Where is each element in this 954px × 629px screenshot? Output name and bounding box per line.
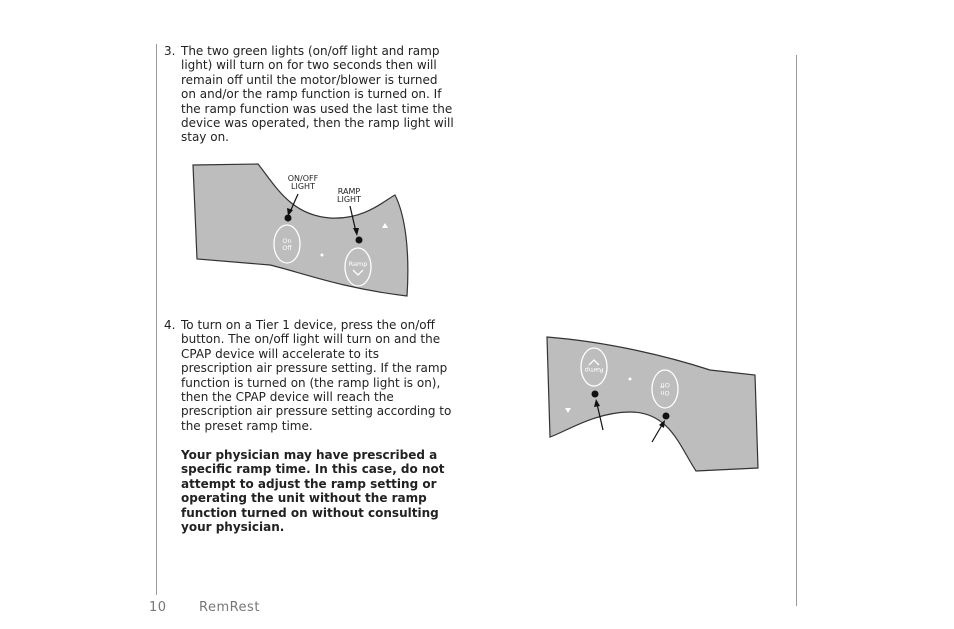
off-button-label: Off bbox=[660, 381, 670, 389]
left-margin-rule bbox=[156, 44, 157, 595]
step-3-number: 3. bbox=[164, 44, 176, 58]
on-button-label: On bbox=[282, 237, 292, 245]
off-button-label: Off bbox=[282, 244, 292, 252]
ramp-light-dot bbox=[592, 391, 599, 398]
ramp-button-label: Ramp bbox=[348, 260, 368, 268]
control-panel-figure-1 bbox=[190, 160, 415, 300]
physician-warning: Your physician may have prescribed a specific ramp time. In this case, do not attempt to adjust the ramp setting or operating the unit without the ramp function turned on without consulting your physician. bbox=[181, 448, 445, 535]
onoff-pointer-arrow bbox=[652, 425, 662, 442]
right-margin-rule bbox=[796, 55, 797, 606]
center-dot bbox=[629, 378, 632, 381]
step-3 bbox=[164, 44, 454, 145]
step-3-text: The two green lights (on/off light and ramp light) will turn on for two seconds then will remain off until the motor/blower is turned on and/or the ramp function is turned on. If the ramp function was used the last time the device was operated, then the ramp light will stay on. bbox=[181, 44, 454, 145]
page-number: 10 bbox=[149, 600, 167, 615]
panel-shape bbox=[547, 337, 758, 471]
on-button-label: On bbox=[660, 389, 670, 397]
onoff-light-dot bbox=[285, 215, 292, 222]
ramp-light-label-1: RAMP bbox=[337, 187, 361, 196]
ramp-light-dot bbox=[356, 237, 363, 244]
control-panel-figure-2 bbox=[540, 332, 765, 477]
onoff-light-dot bbox=[663, 413, 670, 420]
ramp-button-label: Ramp bbox=[584, 366, 604, 374]
step-4-text: To turn on a Tier 1 device, press the on/off button. The on/off light will turn on and the CPAP device will accelerate to its prescription air pressure setting. If the ramp function is turned on (the ramp light is on), then the CPAP device will reach the prescription air pressure setting according to the preset ramp time. bbox=[181, 318, 452, 433]
step-4 bbox=[164, 318, 454, 433]
onoff-light-label-2: LIGHT bbox=[291, 182, 315, 191]
onoff-light-label-1: ON/OFF bbox=[287, 174, 319, 183]
ramp-light-label-2: LIGHT bbox=[337, 195, 361, 204]
step-4-number: 4. bbox=[164, 318, 176, 332]
footer-brand: RemRest bbox=[199, 600, 260, 615]
center-dot bbox=[321, 254, 324, 257]
